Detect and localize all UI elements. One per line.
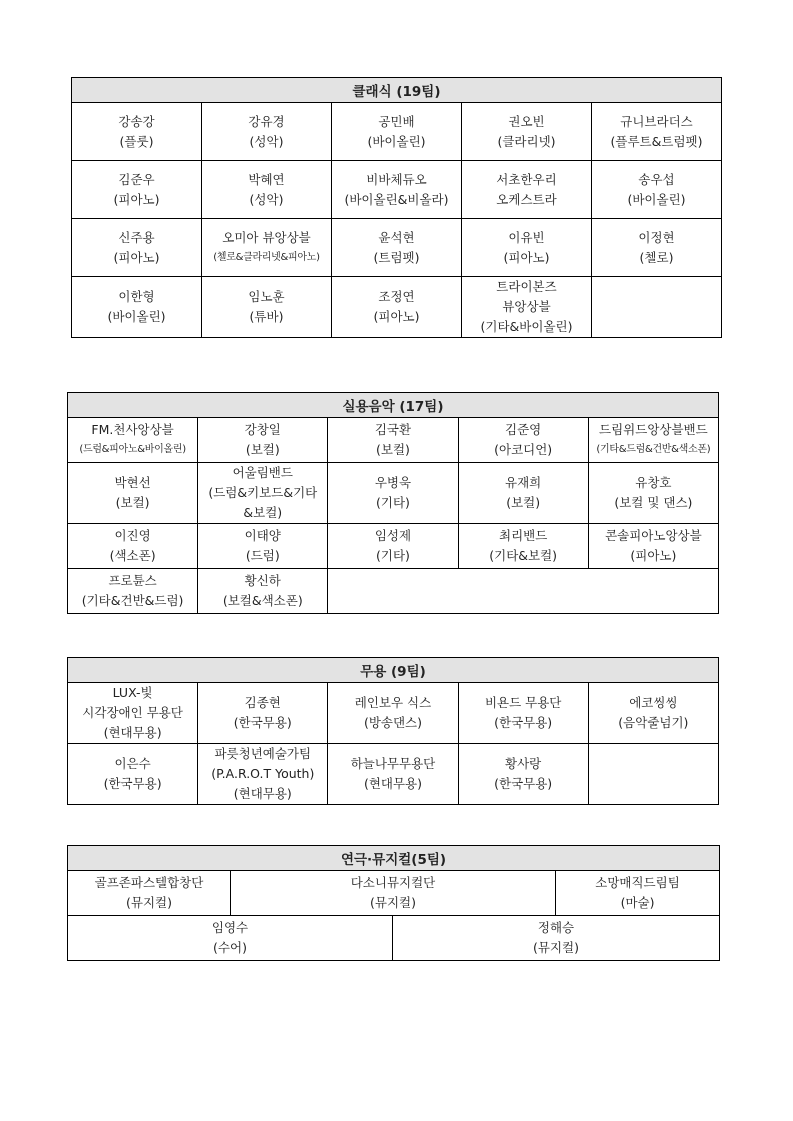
empty-cell bbox=[592, 277, 722, 338]
team-cell: 유창호 (보컬 및 댄스) bbox=[588, 463, 718, 524]
team-cell: 정해승 (뮤지컬) bbox=[393, 916, 720, 961]
team-cell: 신주용 (피아노) bbox=[72, 219, 202, 277]
team-cell: 유재희 (보컬) bbox=[458, 463, 588, 524]
team-cell: 파릇청년예술가팀 (P.A.R.O.T Youth) (현대무용) bbox=[198, 744, 328, 805]
team-cell: 콘솔피아노앙상블 (피아노) bbox=[588, 524, 718, 569]
team-cell: 권오빈 (클라리넷) bbox=[462, 103, 592, 161]
team-cell: 트라이본즈 뷰앙상블 (기타&바이올린) bbox=[462, 277, 592, 338]
team-cell: 강창일 (보컬) bbox=[198, 418, 328, 463]
popular-music-table bbox=[67, 392, 719, 614]
classical-table bbox=[71, 77, 722, 338]
team-cell: 최리밴드 (기타&보컬) bbox=[458, 524, 588, 569]
team-cell: 이태양 (드럼) bbox=[198, 524, 328, 569]
dance-title: 무용 (9팀) bbox=[68, 658, 719, 683]
team-cell: 드림위드앙상블밴드 (기타&드럼&건반&색소폰) bbox=[588, 418, 718, 463]
team-cell: 규니브라더스 (플루트&트럼펫) bbox=[592, 103, 722, 161]
team-cell: 이유빈 (피아노) bbox=[462, 219, 592, 277]
popular-title: 실용음악 (17팀) bbox=[68, 393, 719, 418]
team-cell: 송우섭 (바이올린) bbox=[592, 161, 722, 219]
team-cell: 오미아 뷰앙상블 (첼로&클라리넷&피아노) bbox=[202, 219, 332, 277]
team-cell: 김준우 (피아노) bbox=[72, 161, 202, 219]
team-cell: 골프존파스텔합창단 (뮤지컬) bbox=[68, 871, 231, 916]
empty-cell bbox=[328, 569, 719, 614]
team-cell: 프로튠스 (기타&건반&드럼) bbox=[68, 569, 198, 614]
team-cell: 김국환 (보컬) bbox=[328, 418, 458, 463]
team-cell: 이은수 (한국무용) bbox=[68, 744, 198, 805]
team-cell: 이정현 (첼로) bbox=[592, 219, 722, 277]
team-cell: 황신하 (보컬&색소폰) bbox=[198, 569, 328, 614]
team-cell: 비욘드 무용단 (한국무용) bbox=[458, 683, 588, 744]
classical-title: 클래식 (19팀) bbox=[72, 78, 722, 103]
team-cell: 임성제 (기타) bbox=[328, 524, 458, 569]
team-cell: 황사랑 (한국무용) bbox=[458, 744, 588, 805]
team-cell: 다소니뮤지컬단 (뮤지컬) bbox=[231, 871, 556, 916]
team-cell: 우병욱 (기타) bbox=[328, 463, 458, 524]
empty-cell bbox=[588, 744, 718, 805]
team-cell: 조정연 (피아노) bbox=[332, 277, 462, 338]
team-cell: 김준영 (아코디언) bbox=[458, 418, 588, 463]
theater-musical-table bbox=[67, 845, 720, 961]
team-cell: 강유경 (성악) bbox=[202, 103, 332, 161]
team-cell: 서초한우리 오케스트라 bbox=[462, 161, 592, 219]
theater-title: 연극·뮤지컬(5팀) bbox=[68, 846, 720, 871]
team-cell: 박혜연 (성악) bbox=[202, 161, 332, 219]
team-cell: 박현선 (보컬) bbox=[68, 463, 198, 524]
team-cell: 임노훈 (튜바) bbox=[202, 277, 332, 338]
team-cell: 강송강 (플룻) bbox=[72, 103, 202, 161]
team-cell: 소망매직드림팀 (마술) bbox=[556, 871, 720, 916]
team-cell: 김종현 (한국무용) bbox=[198, 683, 328, 744]
team-cell: 에코씽씽 (음악줄넘기) bbox=[588, 683, 718, 744]
team-cell: 윤석현 (트럼펫) bbox=[332, 219, 462, 277]
team-cell: 어울림밴드 (드럼&키보드&기타 &보컬) bbox=[198, 463, 328, 524]
team-cell: 임영수 (수어) bbox=[68, 916, 393, 961]
team-cell: 이한형 (바이올린) bbox=[72, 277, 202, 338]
team-cell: 하늘나무무용단 (현대무용) bbox=[328, 744, 458, 805]
dance-table bbox=[67, 657, 719, 805]
team-cell: 공민배 (바이올린) bbox=[332, 103, 462, 161]
team-cell: 레인보우 식스 (방송댄스) bbox=[328, 683, 458, 744]
team-cell: 이진영 (색소폰) bbox=[68, 524, 198, 569]
team-cell: 비바체듀오 (바이올린&비올라) bbox=[332, 161, 462, 219]
team-cell: LUX-빛 시각장애인 무용단 (현대무용) bbox=[68, 683, 198, 744]
team-cell: FM.천사앙상블 (드럼&피아노&바이올린) bbox=[68, 418, 198, 463]
